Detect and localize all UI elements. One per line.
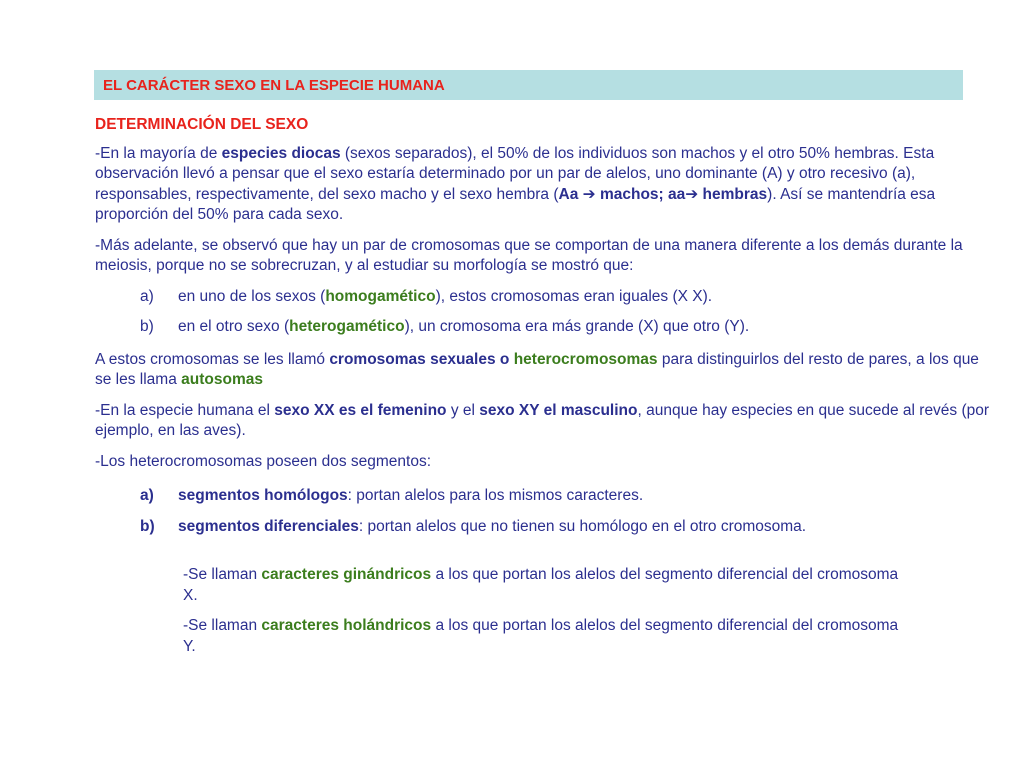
gametic-list (95, 287, 990, 338)
text-run: ), un cromosoma era más grande (X) que otro (Y). (404, 318, 750, 335)
list-item-text (178, 517, 990, 538)
arrow-right-icon: ➔ (685, 185, 699, 203)
bold-term: especies diocas (221, 144, 341, 162)
text-run: ), estos cromosomas eran iguales (X X). (435, 287, 713, 305)
bold-term: hembras (698, 185, 768, 203)
list-item (95, 486, 990, 507)
list-item (95, 287, 990, 308)
note-holandricos (183, 616, 903, 657)
text-run: , aunque hay especies en que sucede al revés (por ejemplo, en las aves). (95, 401, 990, 439)
green-term: autosomas (181, 371, 263, 388)
title-bar (94, 70, 963, 100)
character-notes (183, 565, 903, 657)
bold-term: sexo XX es el femenino (274, 401, 447, 419)
list-marker: b) (140, 318, 154, 335)
text-run: -En la mayoría de (95, 144, 222, 162)
text-run: a los que portan los alelos del segmento diferencial del cromosoma Y. (183, 617, 899, 655)
green-term: heterocromosomas (513, 350, 658, 368)
text-run: y el (446, 401, 480, 419)
paragraph-meiosis: -Más adelante, se observó que hay un par de cromosomas que se comportan de una manera diferente a los demás durante la meiosis, porque no se sobrecruzan, y al estudiar su morfología se mostró que: (95, 236, 963, 274)
text-run: : portan alelos para los mismos caracteres. (347, 487, 644, 504)
paragraph-heterocromosomas (95, 350, 990, 391)
green-term: homogamético (325, 287, 436, 305)
list-item-text (178, 287, 990, 308)
arrow-right-icon: ➔ (582, 185, 596, 203)
list-item (95, 517, 990, 538)
bold-term: machos; aa (595, 185, 686, 203)
text-run: en el otro sexo ( (178, 318, 290, 335)
text-run: A estos cromosomas se les llamó (95, 350, 330, 368)
green-term: caracteres ginándricos (261, 566, 432, 583)
text-run: ). Así se mantendría esa proporción del 50% para cada sexo. (95, 185, 936, 223)
green-term: caracteres holándricos (261, 617, 432, 634)
text-run: para distinguirlos del resto de pares, a los que se les llama (95, 350, 979, 388)
list-item (95, 317, 990, 338)
bold-term: sexo XY el masculino (479, 401, 638, 419)
section-subtitle: DETERMINACIÓN DEL SEXO (95, 116, 309, 133)
list-marker: a) (140, 487, 154, 504)
text-run: en uno de los sexos ( (178, 287, 326, 305)
paragraph-especie-humana (95, 401, 990, 442)
text-run: : portan alelos que no tienen su homólogo en el otro cromosoma. (358, 517, 807, 535)
text-run: -Se llaman (183, 617, 262, 634)
paragraph-segmentos: -Los heterocromosomas poseen dos segmentos: (95, 452, 432, 470)
paragraph-diocas (95, 144, 990, 226)
segment-list (95, 486, 990, 537)
bold-term: segmentos diferenciales (178, 517, 359, 535)
text-run: -En la especie humana el (95, 401, 275, 419)
content-body (95, 115, 990, 667)
text-run: (sexos separados), el 50% de los individuos son machos y el otro 50% hembras. Esta observación llevó a pensar que el sexo estaría determinado por un par de alelos, uno dominante (A) y otro recesivo (a), responsables, respectivamente, del sexo macho y el sexo hembra ( (95, 144, 935, 203)
note-ginandricos (183, 565, 903, 606)
text-run: a los que portan los alelos del segmento diferencial del cromosoma X. (183, 566, 899, 604)
text-run: -Se llaman (183, 566, 262, 583)
green-term: heterogamético (289, 318, 405, 335)
bold-term: Aa (558, 185, 583, 203)
list-marker: b) (140, 517, 155, 535)
list-marker: a) (140, 287, 154, 305)
page-title: EL CARÁCTER SEXO EN LA ESPECIE HUMANA (103, 76, 445, 94)
bold-term: segmentos homólogos (178, 487, 348, 504)
bold-term: cromosomas sexuales o (329, 350, 514, 368)
list-item-text (178, 317, 990, 338)
list-item-text (178, 486, 990, 507)
